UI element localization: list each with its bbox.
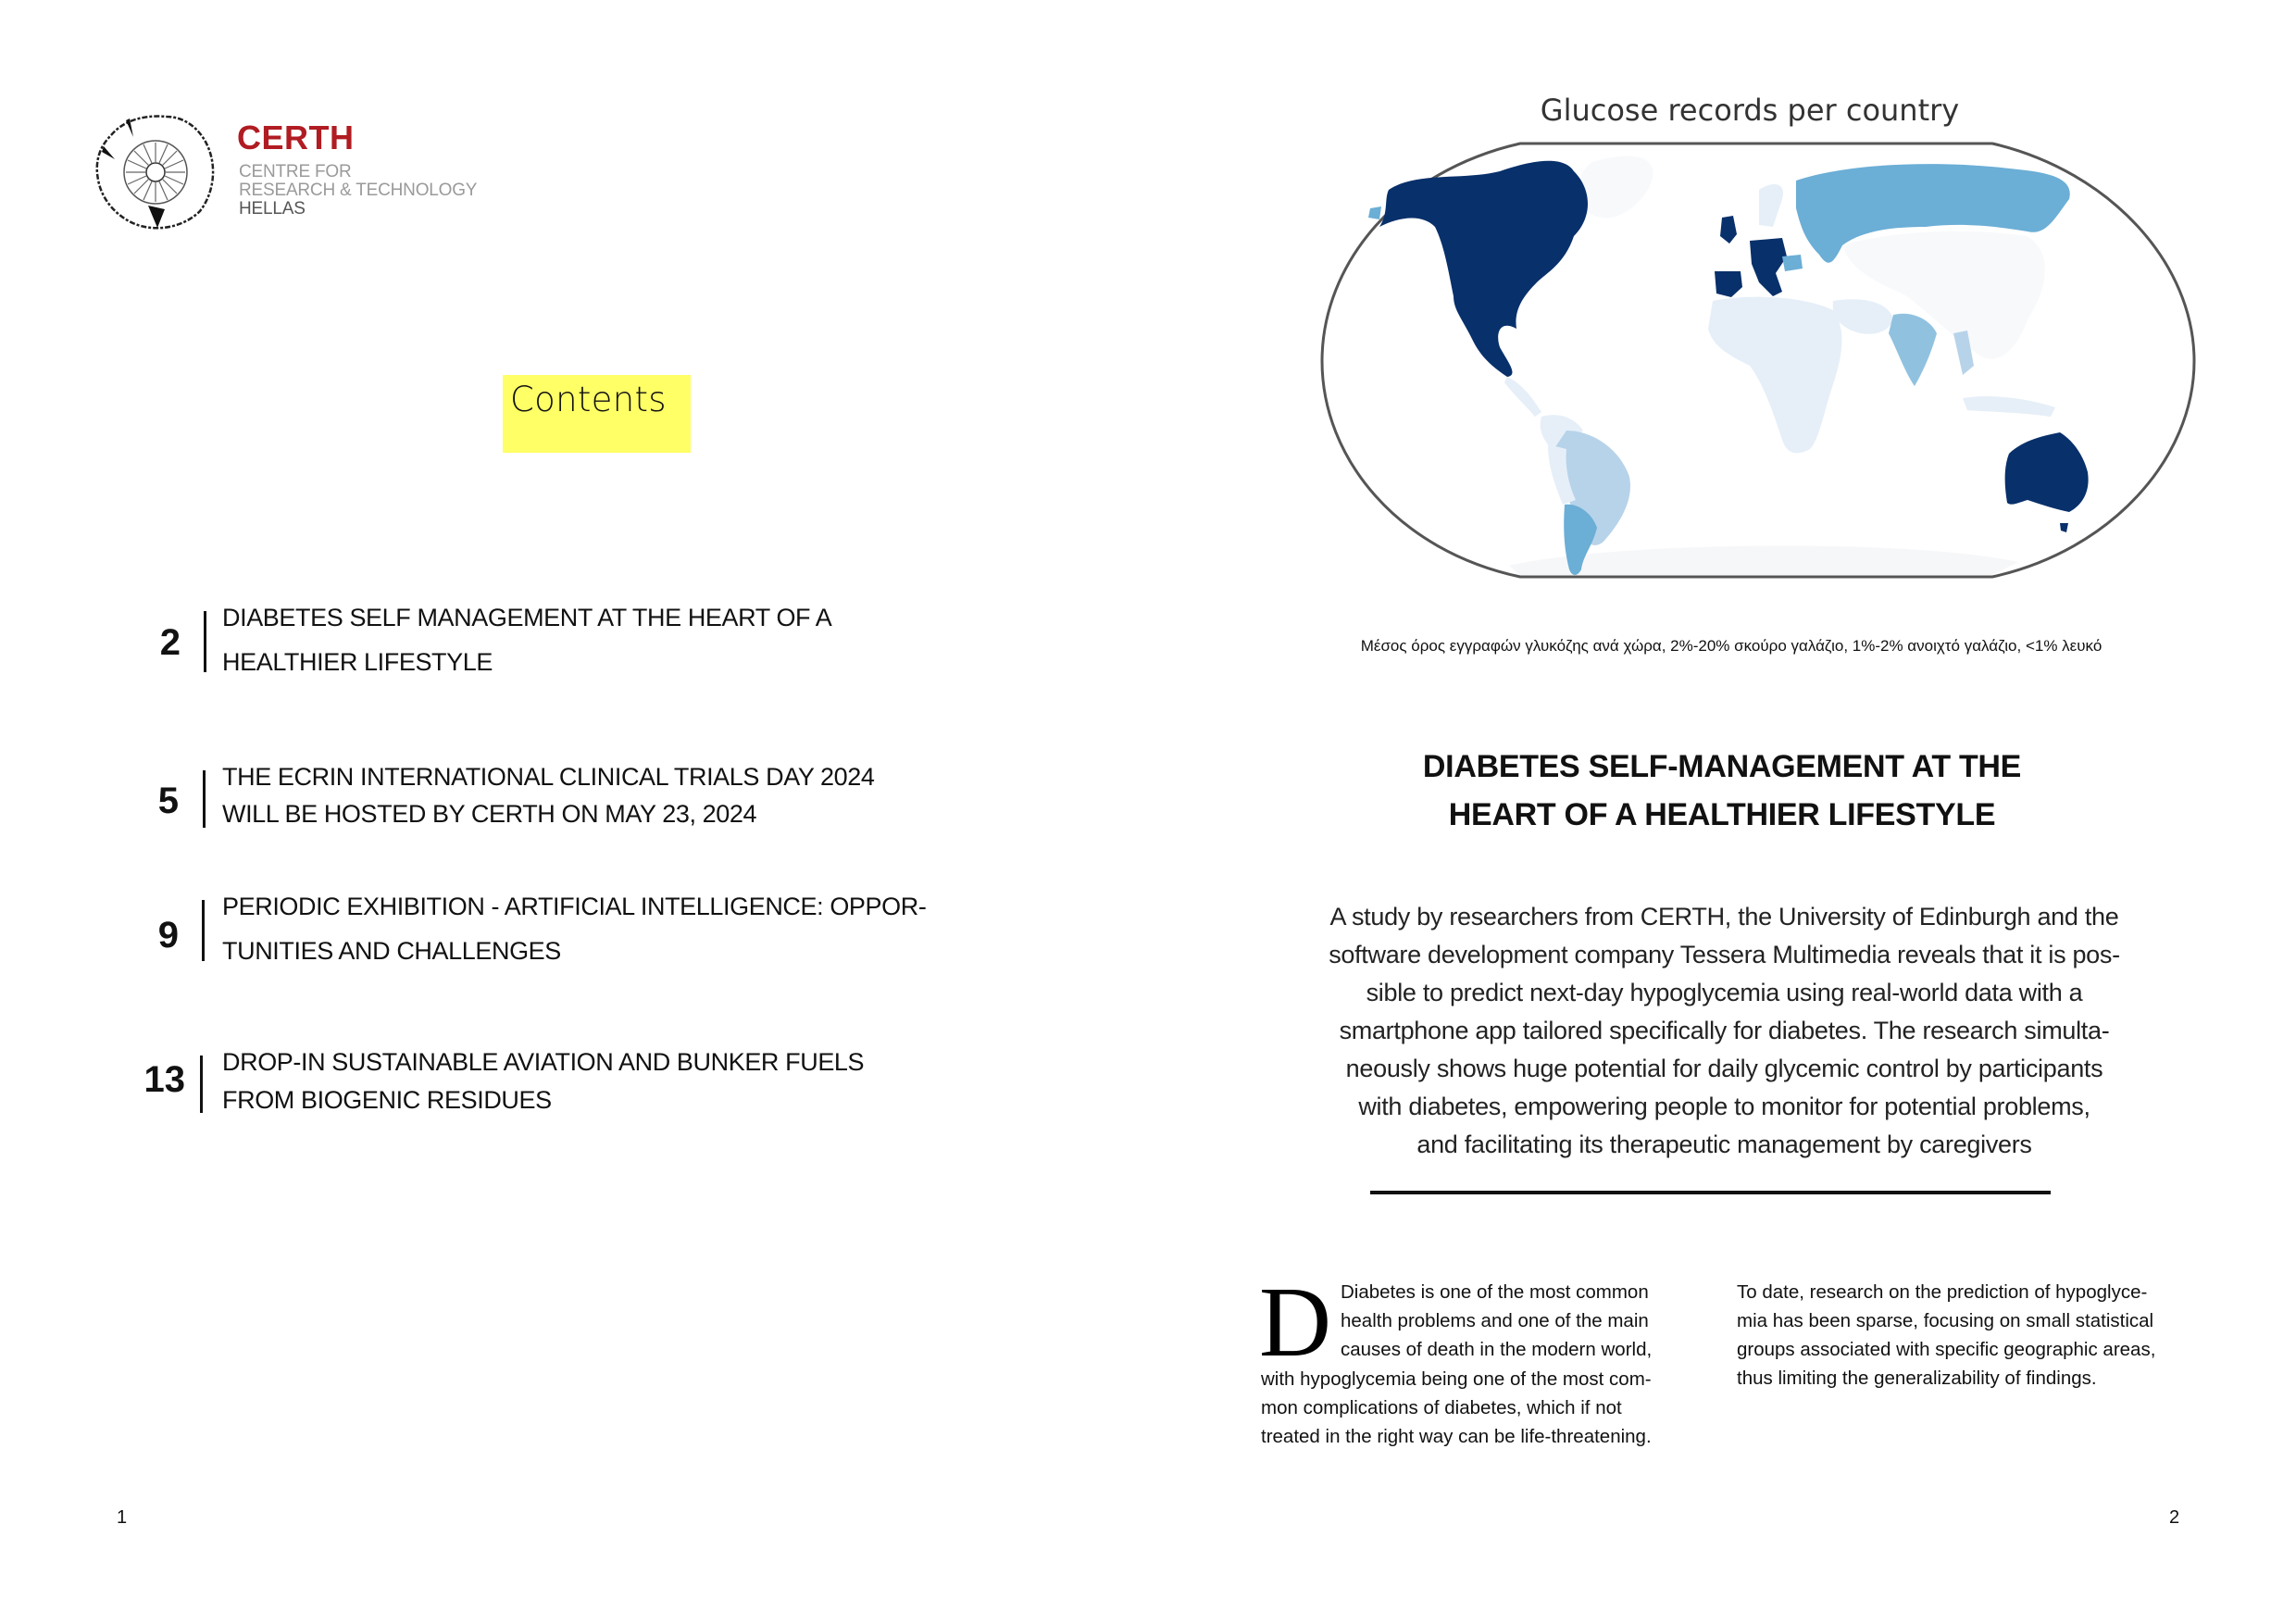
certh-logo-emblem-icon [93, 109, 218, 231]
toc-title-line: FROM BIOGENIC RESIDUES [222, 1086, 552, 1114]
world-choropleth-map [1315, 134, 2203, 588]
page-number: 2 [2169, 1507, 2180, 1528]
body-line: treated in the right way can be life-threatening. [1261, 1426, 1652, 1447]
toc-page-number: 2 [159, 622, 181, 663]
logo-subtitle-line: CENTRE FOR [239, 162, 352, 181]
toc-title-line: HEALTHIER LIFESTYLE [222, 648, 493, 676]
toc-page-number: 9 [157, 915, 179, 956]
region-alaska-tip [1368, 206, 1381, 219]
toc-page-number: 5 [157, 781, 179, 821]
headline-line: HEART OF A HEALTHIER LIFESTYLE [1448, 797, 1996, 832]
article-headline [1259, 743, 2185, 839]
body-line: Diabetes is one of the most common [1341, 1281, 1649, 1303]
map-caption: Μέσος όρος εγγραφών γλυκόζης ανά χώρα, 2%-20% σκούρο γαλάζιο, 1%-2% ανοιχτό γαλάζιο, <1% λευκό [1360, 637, 2103, 655]
toc-title-line: TUNITIES AND CHALLENGES [222, 937, 561, 965]
body-column-left [1259, 1268, 1716, 1451]
contents-title: Contents [510, 380, 667, 419]
article-intro [1268, 898, 2180, 1164]
logo-name: CERTH [237, 119, 355, 156]
intro-line: smartphone app tailored specifically for diabetes. The research simulta- [1339, 1017, 2110, 1044]
toc-page-number: 13 [144, 1059, 185, 1100]
section-divider [1370, 1191, 2051, 1194]
body-line: causes of death in the modern world, [1341, 1339, 1653, 1360]
logo-subtitle-line: HELLAS [239, 199, 306, 219]
body-column-right [1737, 1278, 2209, 1393]
map-title: Glucose records per country [1540, 93, 1960, 128]
toc-separator [203, 770, 206, 828]
intro-line: neously shows huge potential for daily glycemic control by participants [1345, 1055, 2103, 1082]
intro-line: and facilitating its therapeutic management by caregivers [1416, 1131, 2032, 1158]
intro-line: sible to predict next-day hypoglycemia using real-world data with a [1366, 979, 2083, 1006]
toc-separator [204, 611, 206, 672]
intro-line: software development company Tessera Multimedia reveals that it is pos- [1329, 941, 2120, 968]
body-line: thus limiting the generalizability of findings. [1737, 1368, 2097, 1389]
body-line: mon complications of diabetes, which if not [1261, 1397, 1622, 1418]
body-line: health problems and one of the main [1341, 1310, 1649, 1331]
body-line: To date, research on the prediction of hypoglyce- [1737, 1281, 2148, 1303]
toc-separator [200, 1056, 203, 1113]
headline-line: DIABETES SELF-MANAGEMENT AT THE [1422, 749, 2022, 784]
toc-title-line: DROP-IN SUSTAINABLE AVIATION AND BUNKER FUELS [222, 1048, 865, 1076]
intro-line: A study by researchers from CERTH, the University of Edinburgh and the [1329, 903, 2119, 931]
drop-cap: D [1259, 1268, 1331, 1378]
region-romania [1782, 255, 1803, 271]
toc-title-line: PERIODIC EXHIBITION - ARTIFICIAL INTELLIGENCE: OPPOR- [222, 893, 927, 920]
body-line: groups associated with specific geographic areas, [1737, 1339, 2156, 1360]
toc-title-line: THE ECRIN INTERNATIONAL CLINICAL TRIALS DAY 2024 [222, 763, 875, 791]
page-number: 1 [117, 1507, 128, 1528]
toc-title-line: DIABETES SELF MANAGEMENT AT THE HEART OF A [222, 604, 832, 631]
toc-separator [202, 900, 205, 961]
toc-title-line: WILL BE HOSTED BY CERTH ON MAY 23, 2024 [222, 800, 757, 828]
intro-line: with diabetes, empowering people to monitor for potential problems, [1358, 1093, 2090, 1120]
body-line: mia has been sparse, focusing on small statistical [1737, 1310, 2154, 1331]
logo-subtitle-line: RESEARCH & TECHNOLOGY [239, 181, 478, 200]
body-line: with hypoglycemia being one of the most com- [1261, 1368, 1652, 1390]
